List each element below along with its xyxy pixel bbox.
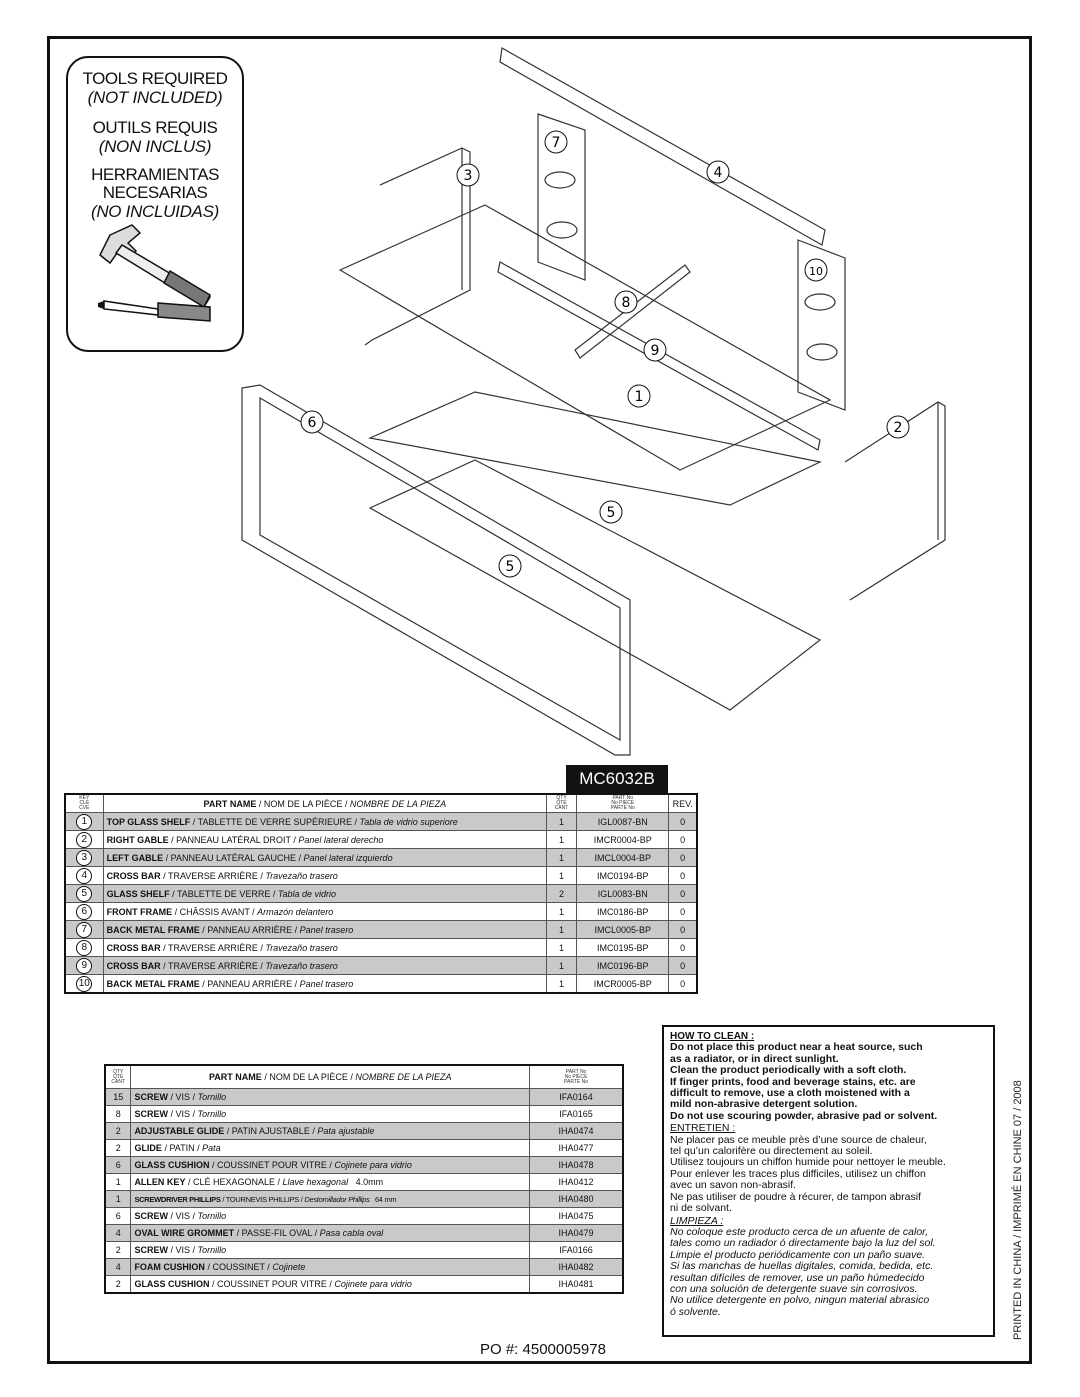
clean-line: If finger prints, food and beverage stains, etc. are [670, 1075, 916, 1088]
tools-title-es-2: NECESARIAS [102, 183, 208, 202]
key-badge: 8 [76, 940, 92, 956]
clean-spanish [670, 1227, 987, 1318]
clean-line: con una solución de detergente suave sin corrosivos. [670, 1282, 918, 1295]
parts-table [64, 793, 698, 994]
clean-line: Ne placer pas ce meuble près d’une source de chaleur, [670, 1133, 927, 1146]
hardware-row: 2 GLASS CUSHION / COUSSINET POUR VITRE / Cojinete para vidrio IHA0481 [105, 1276, 623, 1294]
parts-row: 8 CROSS BAR / TRAVERSE ARRIÈRE / Travezaño trasero 1 IMC0195-BP 0 [65, 939, 697, 957]
hardware-row: 2 ADJUSTABLE GLIDE / PATIN AJUSTABLE / Pata ajustable IHA0474 [105, 1123, 623, 1140]
parts-row: 4 CROSS BAR / TRAVERSE ARRIÈRE / Travezaño trasero 1 IMC0194-BP 0 [65, 867, 697, 885]
parts-row: 7 BACK METAL FRAME / PANNEAU ARRIÈRE / Panel trasero 1 IMCL0005-BP 0 [65, 921, 697, 939]
clean-fr-title: ENTRETIEN : [670, 1122, 736, 1135]
tools-sub-en: (NOT INCLUDED) [87, 88, 223, 107]
clean-es-title: LIMPIEZA : [670, 1214, 724, 1227]
callout-8: 8 [621, 295, 631, 311]
tools-title-fr: OUTILS REQUIS [92, 118, 218, 137]
parts-row: 1 TOP GLASS SHELF / TABLETTE DE VERRE SUPÉRIEURE / Tabla de vidrio superiore 1 IGL0087-BN 0 [65, 813, 697, 831]
hardware-row: 2 SCREW / VIS / Tornillo IFA0166 [105, 1242, 623, 1259]
hardware-row: 4 FOAM CUSHION / COUSSINET / Cojinete IHA0482 [105, 1259, 623, 1276]
clean-line: ni de solvant. [670, 1202, 732, 1215]
key-badge: 9 [76, 958, 92, 974]
key-badge: 10 [76, 976, 92, 992]
hw-part-name-header: PART NAME / NOM DE LA PIÈCE / NOMBRE DE LA PIEZA [131, 1065, 530, 1089]
hammer-screwdriver-icon [70, 223, 240, 333]
hardware-row: 6 GLASS CUSHION / COUSSINET POUR VITRE / Cojinete para vidrio IHA0478 [105, 1157, 623, 1174]
hardware-row: 1 ALLEN KEY / CLÉ HEXAGONALE / Llave hexagonal 4.0mm IHA0412 [105, 1174, 623, 1191]
hardware-row: 4 OVAL WIRE GROMMET / PASSE-FIL OVAL / Pasa cabla oval IHA0479 [105, 1225, 623, 1242]
callout-4: 4 [713, 165, 723, 181]
parts-row: 10 BACK METAL FRAME / PANNEAU ARRIÈRE / Panel trasero 1 IMCR0005-BP 0 [65, 975, 697, 994]
key-badge: 2 [76, 832, 92, 848]
clean-line: Limpie el producto periódicamente con un paño suave. [670, 1248, 926, 1261]
tools-sub-fr: (NON INCLUS) [98, 137, 212, 156]
parts-row: 9 CROSS BAR / TRAVERSE ARRIÈRE / Travezaño trasero 1 IMC0196-BP 0 [65, 957, 697, 975]
clean-french [670, 1135, 987, 1215]
clean-line: Clean the product periodically with a soft cloth. [670, 1064, 907, 1077]
tools-title-en: TOOLS REQUIRED [82, 69, 228, 88]
printed-in-china: PRINTED IN CHINA / IMPRIMÉ EN CHINE 07 / 2008 [1012, 1080, 1024, 1340]
clean-line: Pour enlever les traces plus difficiles, utilisez un chiffon [670, 1167, 926, 1180]
key-badge: 6 [76, 904, 92, 920]
clean-line: as a radiator, or in direct sunlight. [670, 1052, 839, 1065]
parts-row: 3 LEFT GABLE / PANNEAU LATÉRAL GAUCHE / Panel lateral izquierdo 1 IMCL0004-BP 0 [65, 849, 697, 867]
hardware-row: 1 SCREWDRIVER PHILLIPS / TOURNEVIS PHILLIPS / Destornillador Phillips 64 mm IHA0480 [105, 1191, 623, 1208]
callout-6: 6 [307, 415, 317, 431]
parts-row: 2 RIGHT GABLE / PANNEAU LATÉRAL DROIT / Panel lateral derecho 1 IMCR0004-BP 0 [65, 831, 697, 849]
cleaning-instructions [662, 1025, 995, 1337]
tools-required-box [66, 56, 244, 352]
clean-line: tales como un radiador ó directamente bajo la luz del sol. [670, 1237, 936, 1250]
model-number: MC6032B [566, 765, 668, 793]
clean-line: Do not place this product near a heat source, such [670, 1041, 923, 1054]
clean-english [670, 1042, 987, 1122]
po-number: PO #: 4500005978 [480, 1341, 606, 1358]
tools-title-es-1: HERRAMIENTAS [91, 165, 219, 184]
hardware-table [104, 1064, 624, 1294]
clean-line: Do not use scouring powder, abrasive pad or solvent. [670, 1109, 938, 1122]
callout-9: 9 [650, 343, 660, 359]
part-6-front-frame [242, 385, 630, 755]
parts-row: 6 FRONT FRAME / CHÂSSIS AVANT / Armazón delantero 1 IMC0186-BP 0 [65, 903, 697, 921]
callout-1: 1 [634, 389, 644, 405]
clean-line: No coloque este producto cerca de un afuente de calor, [670, 1225, 929, 1238]
clean-line: difficult to remove, use a cloth moistened with a [670, 1087, 910, 1100]
part-name-header: PART NAME / NOM DE LA PIÈCE / NOMBRE DE LA PIEZA [103, 794, 546, 813]
clean-title: HOW TO CLEAN : [670, 1031, 755, 1042]
key-badge: 1 [76, 814, 92, 830]
clean-line: tel qu’un calorifère ou directement au soleil. [670, 1145, 873, 1158]
exploded-assembly-diagram [230, 40, 950, 765]
hardware-table-header: QTY QTÉ CANT PART NAME / NOM DE LA PIÈCE / NOMBRE DE LA PIEZA PART No No PIÈCE PARTE No [105, 1065, 623, 1089]
clean-line: No utilice detergente en polvo, ningun material abrasico [670, 1294, 930, 1307]
callout-7: 7 [551, 135, 561, 151]
callout-5a: 5 [606, 505, 616, 521]
key-badge: 4 [76, 868, 92, 884]
key-badge: 5 [76, 886, 92, 902]
parts-table-header: KEY CLÉ CVE PART NAME / NOM DE LA PIÈCE / NOMBRE DE LA PIEZA QTY QTÉ CANT PART No No PIÈCE PARTE No REV. [65, 794, 697, 813]
callout-5b: 5 [505, 559, 515, 575]
parts-row: 5 GLASS SHELF / TABLETTE DE VERRE / Tabla de vidrio 2 IGL0083-BN 0 [65, 885, 697, 903]
callout-10: 10 [809, 265, 823, 278]
hardware-row: 8 SCREW / VIS / Tornillo IFA0165 [105, 1106, 623, 1123]
clean-line: avec un savon non-abrasif. [670, 1179, 797, 1192]
hardware-row: 6 SCREW / VIS / Tornillo IHA0475 [105, 1208, 623, 1225]
key-badge: 7 [76, 922, 92, 938]
callout-3: 3 [463, 168, 473, 184]
part-5-glass-shelf-b [370, 460, 820, 710]
hardware-row: 15 SCREW / VIS / Tornillo IFA0164 [105, 1089, 623, 1106]
callout-2: 2 [893, 420, 903, 436]
rev-header: REV. [669, 794, 697, 813]
tools-sub-es: (NO INCLUIDAS) [90, 202, 220, 221]
clean-line: resultan difíciles de remover, use un paño húmedecido [670, 1271, 925, 1284]
clean-line: mild non-abrasive detergent solution. [670, 1098, 858, 1111]
hardware-row: 2 GLIDE / PATIN / Pata IHA0477 [105, 1140, 623, 1157]
clean-line: Ne pas utiliser de poudre à récurer, de tampon abrasif [670, 1190, 921, 1203]
key-badge: 3 [76, 850, 92, 866]
clean-line: Utilisez toujours un chiffon humide pour nettoyer le meuble. [670, 1156, 946, 1169]
clean-line: ó solvente. [670, 1305, 721, 1318]
clean-line: Si las manchas de huellas digitales, comida, bedida, etc. [670, 1260, 934, 1273]
